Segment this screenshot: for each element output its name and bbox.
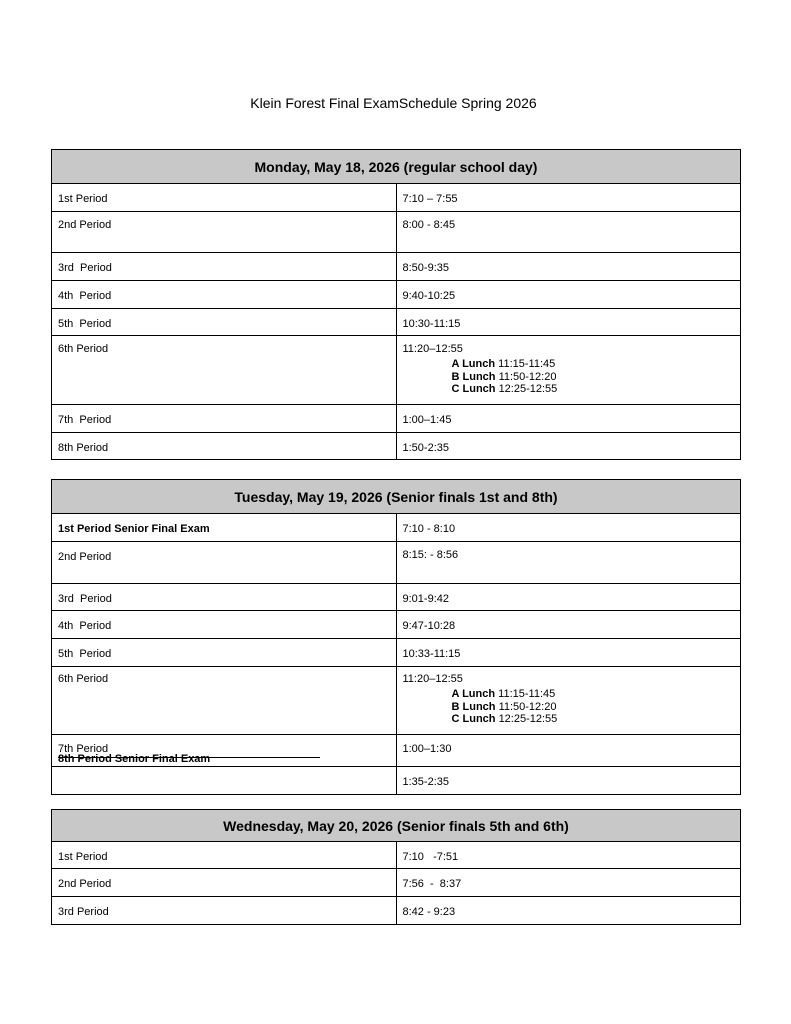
period-label-cell — [52, 735, 397, 767]
period-label: 7th Period — [58, 743, 109, 755]
lunch-item — [452, 383, 735, 396]
period-time-cell — [396, 336, 741, 405]
period-time: 9:01-9:42 — [396, 584, 741, 611]
period-time: 7:10 – 7:55 — [396, 184, 741, 212]
period-label: 6th Period — [52, 336, 397, 405]
period-time: 7:10 -7:51 — [396, 842, 741, 869]
period-label-extra: 8th Period Senior Final Exam — [58, 753, 390, 766]
period-time: 1:50-2:35 — [396, 433, 741, 460]
lunch-item — [452, 713, 735, 726]
period-time: 7:56 - 8:37 — [396, 869, 741, 897]
period-label: 4th Period — [52, 611, 397, 639]
period-time: 1:00–1:30 — [396, 735, 741, 767]
period-time: 9:47-10:28 — [396, 611, 741, 639]
period-label: 1st Period — [52, 842, 397, 869]
lunch-time: 12:25-12:55 — [498, 383, 558, 395]
period-label: 1st Period — [52, 184, 397, 212]
lunch-time: 12:25-12:55 — [498, 713, 558, 725]
lunch-name: B Lunch — [451, 370, 496, 383]
period-time: 8:00 - 8:45 — [396, 212, 741, 253]
period-label: 8th Period — [52, 433, 397, 460]
period-label: 2nd Period — [52, 869, 397, 897]
lunch-time: 11:50-12:20 — [498, 700, 557, 713]
lunch-time: 11:15-11:45 — [498, 688, 556, 700]
lunch-name: A Lunch — [451, 688, 496, 700]
period-time: 8:50-9:35 — [396, 253, 741, 281]
period-label: 5th Period — [52, 309, 397, 336]
lunch-name: C Lunch — [451, 383, 496, 395]
lunch-item — [452, 358, 735, 371]
period-time: 8:42 - 9:23 — [396, 897, 741, 925]
period-label: 3rd Period — [52, 584, 397, 611]
lunch-item — [452, 371, 735, 384]
period-label: 3rd Period — [52, 897, 397, 925]
wednesday-schedule-table — [51, 809, 741, 925]
lunch-item — [452, 688, 735, 701]
period-time-cell — [396, 667, 741, 735]
lunch-name: C Lunch — [451, 713, 496, 725]
lunch-time: 11:15-11:45 — [498, 358, 556, 370]
period-time: 11:20–12:55 — [402, 673, 463, 685]
period-time: 1:00–1:45 — [396, 405, 741, 433]
period-time: 11:20–12:55 — [402, 343, 463, 355]
period-label: 2nd Period — [52, 542, 397, 584]
tuesday-heading: Tuesday, May 19, 2026 (Senior finals 1st and 8th) — [52, 480, 741, 514]
tuesday-schedule-table — [51, 479, 741, 795]
lunch-list — [403, 688, 735, 726]
monday-schedule-table — [51, 149, 741, 460]
period-label — [52, 767, 397, 795]
period-label: 5th Period — [52, 639, 397, 667]
period-time: 10:33-11:15 — [396, 639, 741, 667]
period-label: 6th Period — [52, 667, 397, 735]
document-title: Klein Forest Final ExamSchedule Spring 2026 — [250, 95, 537, 111]
period-label: 1st Period Senior Final Exam — [52, 514, 397, 542]
lunch-time: 11:50-12:20 — [498, 370, 557, 383]
period-time: 9:40-10:25 — [396, 281, 741, 309]
lunch-name: B Lunch — [451, 700, 496, 713]
period-label: 7th Period — [52, 405, 397, 433]
lunch-list — [403, 358, 735, 396]
period-time: 10:30-11:15 — [396, 309, 741, 336]
period-time: 8:15: - 8:56 — [396, 542, 741, 584]
monday-heading: Monday, May 18, 2026 (regular school day) — [52, 150, 741, 184]
wednesday-heading: Wednesday, May 20, 2026 (Senior finals 5th and 6th) — [52, 810, 741, 842]
lunch-name: A Lunch — [451, 358, 496, 370]
lunch-item — [452, 701, 735, 714]
period-label: 4th Period — [52, 281, 397, 309]
period-time: 1:35-2:35 — [396, 767, 741, 795]
period-label: 2nd Period — [52, 212, 397, 253]
period-label: 3rd Period — [52, 253, 397, 281]
period-time: 7:10 - 8:10 — [396, 514, 741, 542]
